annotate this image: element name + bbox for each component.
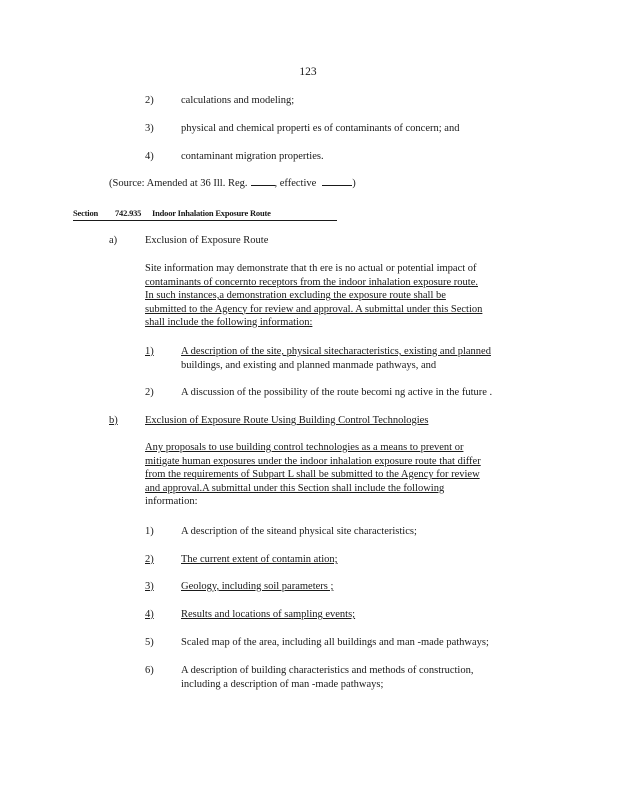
source-note-middle: , effective: [274, 178, 317, 189]
list-item-text: physical and chemical properti es of contaminants of concern; and: [181, 123, 460, 134]
heading-underline: [73, 220, 337, 221]
paragraph-line: and approval.A submittal under this Section shall include the following: [145, 482, 445, 494]
paragraph-line: contaminants of concernto receptors from the indoor inhalation exposure route.: [145, 276, 478, 288]
list-item-text: contaminant migration properties.: [181, 151, 324, 162]
paragraph-line: from the requirements of Subpart L shall be submitted to the Agency for review: [145, 469, 480, 480]
paragraph-line: shall include the following information:: [145, 317, 313, 328]
source-note-prefix: (Source: Amended at 36 Ill. Reg.: [109, 178, 248, 189]
subsection-title: Exclusion of Exposure Route Using Building Control Technologies: [145, 415, 429, 426]
list-item-text: A discussion of the possibility of the route becomi ng active in the future .: [181, 387, 493, 398]
section-number: 742.935: [115, 208, 142, 218]
paragraph-line: submitted to the Agency for review and approval. A submittal under this Section: [145, 303, 483, 315]
source-note-suffix: ): [352, 178, 356, 189]
paragraph-line: Site information may demonstrate that th ere is no actual or potential impact of: [145, 263, 477, 274]
section-heading: [73, 207, 337, 221]
list-item-number: 4): [145, 151, 154, 162]
list-item-number: 2): [145, 554, 154, 565]
subsection-title: Exclusion of Exposure Route: [145, 235, 269, 246]
list-item-line: including a description of man -made pathways;: [181, 678, 384, 690]
list-item-text: calculations and modeling;: [181, 95, 295, 106]
list-item-number: 3): [145, 581, 154, 592]
paragraph-line: In such instances,a demonstration excluding the exposure route shall be: [145, 290, 446, 301]
list-item-text: Results and locations of sampling events;: [181, 609, 356, 620]
blank-line: [251, 184, 275, 186]
source-note: [109, 177, 356, 191]
paragraph: [145, 441, 545, 509]
list-item-text: [181, 664, 551, 691]
subsection-label: a): [109, 235, 118, 246]
list-item-text: Scaled map of the area, including all buildings and man -made pathways;: [181, 637, 489, 648]
subsection-label: b): [109, 415, 118, 426]
list-item-number: 4): [145, 609, 154, 620]
page-number: 123: [299, 66, 317, 78]
list-item-line: buildings, and existing and planned manmade pathways, and: [181, 359, 437, 371]
list-item-number: 2): [145, 95, 154, 106]
list-item-text: A description of the siteand physical site characteristics;: [181, 526, 417, 537]
paragraph-line: information:: [145, 496, 198, 507]
list-item-number: 1): [145, 346, 154, 357]
paragraph: [145, 262, 545, 330]
list-item-text: [181, 345, 551, 372]
list-item-text: The current extent of contamin ation;: [181, 554, 338, 565]
list-item-text: Geology, including soil parameters ;: [181, 581, 334, 592]
paragraph-line: mitigate human exposures under the indoor inhalation exposure route that differ: [145, 455, 481, 467]
list-item-number: 6): [145, 665, 154, 676]
list-item-number: 3): [145, 123, 154, 134]
list-item-number: 2): [145, 387, 154, 398]
section-title: Indoor Inhalation Exposure Route: [152, 208, 271, 218]
list-item-line: A description of building characteristics and methods of construction,: [181, 665, 474, 676]
list-item-number: 5): [145, 637, 154, 648]
paragraph-line: Any proposals to use building control technologies as a means to prevent or: [145, 442, 464, 453]
section-label: Section: [73, 208, 99, 218]
list-item-line: A description of the site, physical sitecharacteristics, existing and planned: [181, 346, 491, 357]
list-item-number: 1): [145, 526, 154, 537]
blank-line: [322, 184, 352, 186]
